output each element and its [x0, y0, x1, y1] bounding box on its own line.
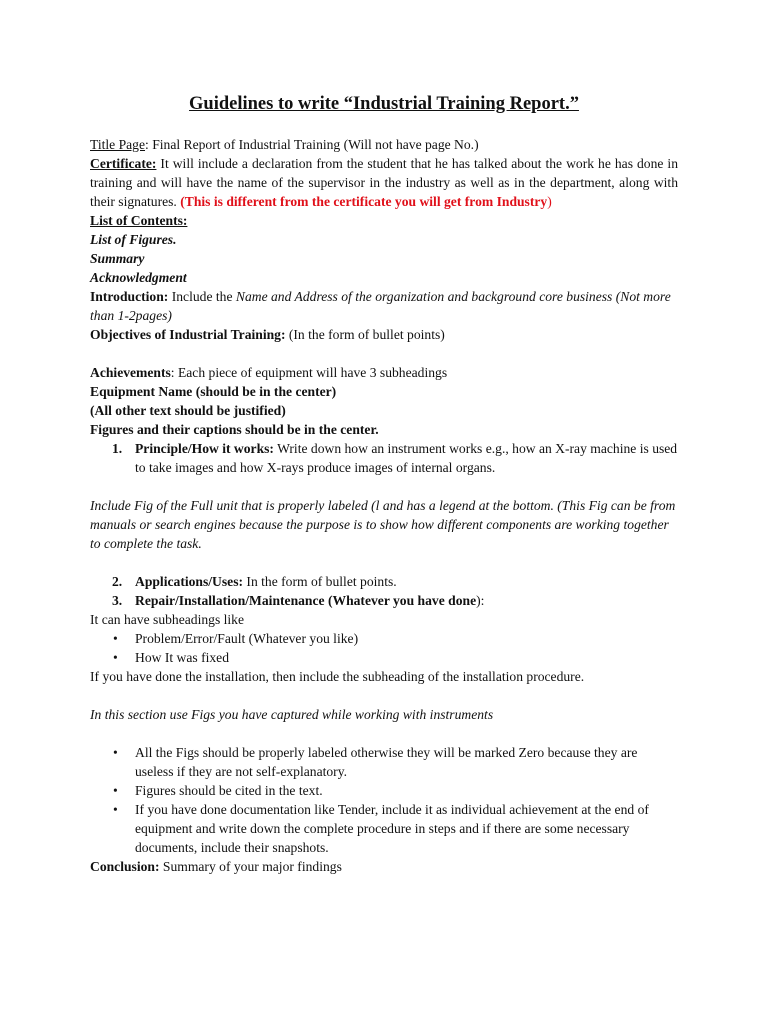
conclusion-label: Conclusion:: [90, 859, 160, 874]
bullet-icon: •: [113, 631, 118, 646]
subheadings-intro: It can have subheadings like: [90, 612, 245, 627]
title-page-line: [90, 135, 678, 154]
other-text-label: (All other text should be justified): [90, 403, 286, 418]
title-page-label: Title Page: [90, 137, 146, 152]
certificate-text: It will include a declaration from the student that he has talked about the work he has done in training and will have the name of the supervisor in the industry as well as in the department, along with their signatures.: [90, 156, 678, 209]
list-of-figures-label: List of Figures.: [90, 232, 177, 247]
bullet-item: [90, 781, 678, 800]
installation-note: If you have done the installation, then include the subheading of the installation procedure.: [90, 669, 585, 684]
title-page-text: : Final Report of Industrial Training (Will not have page No.): [145, 137, 479, 152]
achievements-label: Achievements: [90, 365, 171, 380]
item-text: Write down how an instrument works e.g., how an X-ray machine is used to take images and how X-rays produce images of internal organs.: [135, 441, 678, 475]
equipment-name-line: [90, 382, 678, 401]
document-body: [90, 92, 678, 876]
spacer: [90, 344, 678, 363]
conclusion-text: Summary of your major findings: [159, 859, 342, 874]
summary-heading: [90, 249, 678, 268]
bullet-text: All the Figs should be properly labeled otherwise they will be marked Zero because they are useless if they are not self-explanatory.: [135, 745, 638, 779]
summary-label: Summary: [90, 251, 145, 266]
objectives-line: [90, 325, 678, 344]
list-of-contents: [90, 211, 678, 230]
fig-note: Include Fig of the Full unit that is properly labeled (l and has a legend at the bottom. (This Fig can be from manuals or search engines because the purpose is to show how different components are working together to complete the task.: [90, 498, 676, 551]
list-of-contents-label: List of Contents:: [90, 213, 188, 228]
sub-bullet-item: [90, 648, 678, 667]
other-text-line: [90, 401, 678, 420]
bullet-icon: •: [113, 783, 118, 798]
spacer: [90, 553, 678, 572]
bullet-icon: •: [113, 745, 118, 760]
bullet-text: How It was fixed: [135, 650, 230, 665]
bullet-item: [90, 743, 678, 781]
item-number: 2.: [112, 574, 123, 589]
introduction-text: Include the: [168, 289, 236, 304]
item-number: 1.: [112, 441, 123, 456]
spacer: [90, 686, 678, 705]
bullet-icon: •: [113, 650, 118, 665]
item-text: ):: [476, 593, 485, 608]
bullet-text: If you have done documentation like Tender, include it as individual achievement at the end of equipment and write down the complete procedure in steps and if there are some necessary documents, include their snapshots.: [135, 802, 649, 855]
item-label: Repair/Installation/Maintenance (Whatever you have done: [135, 593, 477, 608]
acknowledgment-label: Acknowledgment: [90, 270, 187, 285]
figures-captions-label: Figures and their captions should be in the center.: [90, 422, 379, 437]
certificate-label: Certificate:: [90, 156, 157, 171]
introduction-italic: Name and Address of the organization and background core business (Not more than 1-2pages): [90, 289, 671, 323]
certificate-red-close: ): [547, 194, 552, 209]
list-of-figures: [90, 230, 678, 249]
item-label: Principle/How it works:: [135, 441, 274, 456]
spacer: [90, 477, 678, 496]
certificate-paragraph: [90, 154, 678, 211]
introduction-label: Introduction:: [90, 289, 169, 304]
item-text: In the form of bullet points.: [243, 574, 397, 589]
numbered-item-2: [90, 572, 678, 591]
document-title: Guidelines to write “Industrial Training Report.”: [189, 94, 579, 114]
equipment-name-label: Equipment Name (should be in the center): [90, 384, 337, 399]
sub-bullet-item: [90, 629, 678, 648]
bullet-icon: •: [113, 802, 118, 817]
spacer: [90, 724, 678, 743]
item-number: 3.: [112, 593, 123, 608]
numbered-item-3: [90, 591, 678, 610]
certificate-red-note: (This is different from the certificate you will get from Industry: [180, 194, 548, 209]
item-label: Applications/Uses:: [135, 574, 244, 589]
conclusion-line: [90, 857, 678, 876]
introduction-paragraph: [90, 287, 678, 325]
acknowledgment-heading: [90, 268, 678, 287]
figures-captions-line: [90, 420, 678, 439]
bullet-item: [90, 800, 678, 857]
bullet-text: Problem/Error/Fault (Whatever you like): [135, 631, 359, 646]
objectives-text: (In the form of bullet points): [285, 327, 445, 342]
section-note: In this section use Figs you have captured while working with instruments: [90, 707, 494, 722]
achievements-line: [90, 363, 678, 382]
bullet-text: Figures should be cited in the text.: [135, 783, 323, 798]
objectives-label: Objectives of Industrial Training:: [90, 327, 286, 342]
numbered-item-1: [90, 439, 678, 477]
achievements-text: : Each piece of equipment will have 3 subheadings: [170, 365, 448, 380]
